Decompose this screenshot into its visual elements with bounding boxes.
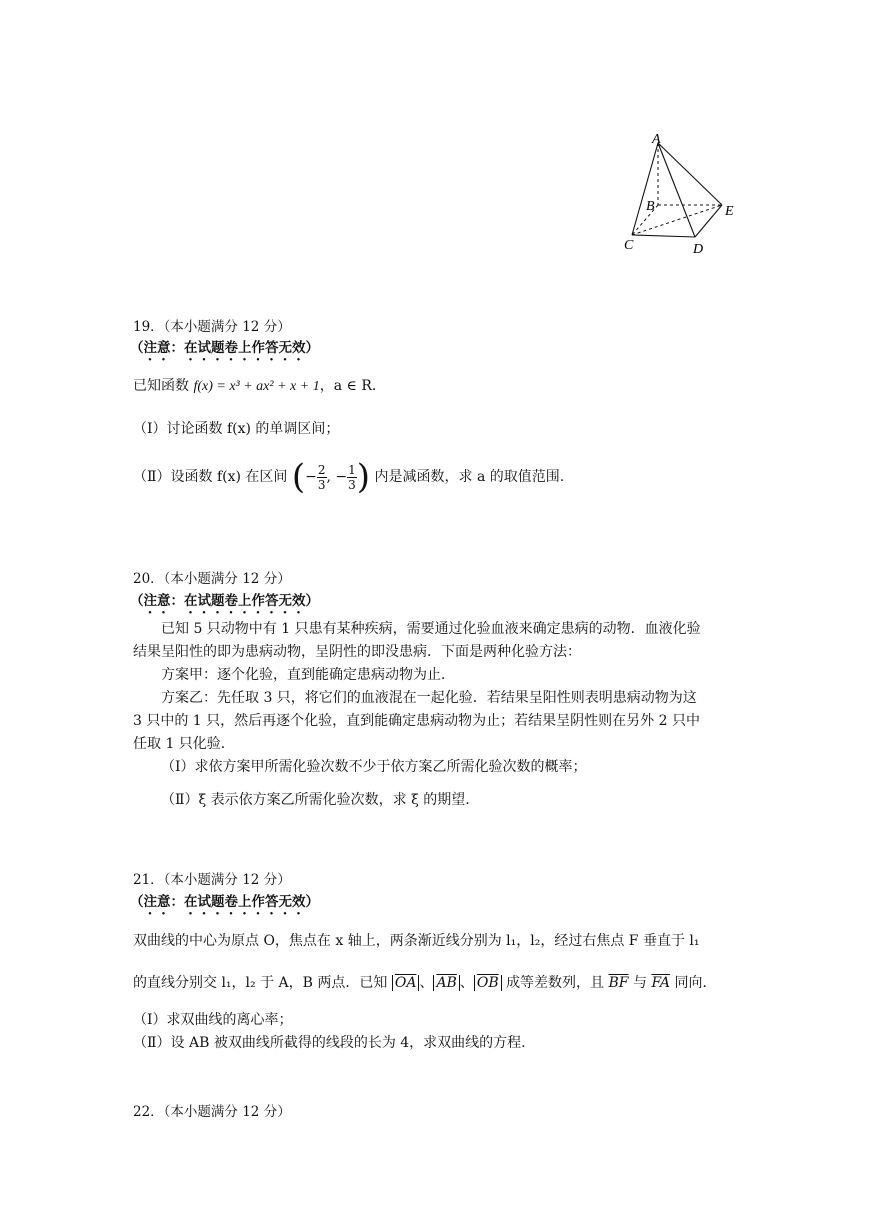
q19-fraction-2: $\frac{1}{3}$ (348, 462, 356, 492)
vertex-label-a: A (652, 132, 661, 147)
q22-header: 22．（本小题满分 12 分） (133, 1104, 291, 1120)
vector-ob-magnitude: $\overline{OB}$ (474, 975, 502, 991)
vector-oa-magnitude: $\overline{OA}$ (392, 975, 420, 991)
q21-line-2: 的直线分别交 l₁，l₂ 于 A，B 两点．已知 $\overline{OA}$ 、 $\overline{AB}$ 、 $\overline{OB}$ 成等差数列，且 $\overline{BF}$ 与 $\overline{FA}$ 同向． (133, 975, 717, 991)
q21-part1: （Ⅰ）求双曲线的离心率； (133, 1012, 293, 1028)
q20-part2: （Ⅱ）ξ 表示依方案乙所需化验次数，求 ξ 的期望. (161, 792, 470, 808)
q20-line-6: 任取 1 只化验． (133, 736, 235, 752)
q20-line-2: 结果呈阳性的即为患病动物，呈阴性的即没患病．下面是两种化验方法： (133, 644, 581, 660)
vertex-label-b: B (646, 199, 655, 214)
q19-header: 19．（本小题满分 12 分） (133, 319, 291, 335)
q20-line-3: 方案甲：逐个化验，直到能确定患病动物为止． (161, 667, 455, 683)
vector-ab-magnitude: $\overline{AB}$ (433, 975, 459, 991)
q21-header: 21．（本小题满分 12 分） (133, 872, 291, 888)
vertex-label-d: D (693, 242, 704, 257)
q21-notice-text: （注意：在试题卷上作答无效） (130, 894, 319, 910)
q20-header: 20．（本小题满分 12 分） (133, 571, 291, 587)
vertex-label-e: E (725, 204, 734, 219)
q20-part1: （Ⅰ）求依方案甲所需化验次数不少于依方案乙所需化验次数的概率； (161, 759, 587, 775)
q19-part2-prefix: （Ⅱ）设函数 f(x) 在区间 (133, 469, 288, 485)
q21-line-2-prefix: 的直线分别交 l₁，l₂ 于 A，B 两点．已知 (133, 975, 388, 991)
q20-line-1: 已知 5 只动物中有 1 只患有某种疾病，需要通过化验血液来确定患病的动物．血液化验 (161, 621, 701, 637)
q19-notice-text: （注意：在试题卷上作答无效） (130, 340, 319, 356)
q21-notice (130, 890, 319, 918)
q19-part1: （Ⅰ）讨论函数 f(x) 的单调区间； (133, 421, 340, 437)
q20-notice (130, 589, 319, 617)
vector-bf: $\overline{BF}$ (608, 975, 629, 991)
q19-part2: （Ⅱ）设函数 f(x) 在区间 (− $\frac{2}{3}$ , − $\frac{1}{3}$ ) 内是减函数，求 a 的取值范围. (133, 457, 565, 497)
vertex-label-c: C (624, 238, 634, 253)
pyramid-figure (610, 125, 750, 260)
q21-part2: （Ⅱ）设 AB 被双曲线所截得的线段的长为 4，求双曲线的方程. (133, 1035, 526, 1051)
q21-line-1: 双曲线的中心为原点 O，焦点在 x 轴上，两条渐近线分别为 l₁，l₂，经过右焦点 F 垂直于 l₁ (133, 933, 700, 949)
q20-notice-text: （注意：在试题卷上作答无效） (130, 593, 319, 609)
vector-fa: $\overline{FA}$ (651, 975, 671, 991)
q19-stem-formula: f(x) = x³ + ax² + x + 1 (193, 379, 320, 394)
q19-notice (130, 336, 319, 364)
q21-line-2-mid: 成等差数列，且 (506, 975, 605, 991)
q21-line-2-with: 与 (632, 975, 647, 991)
q20-line-4: 方案乙：先任取 3 只，将它们的血液混在一起化验．若结果呈阳性则表明患病动物为这 (161, 690, 697, 706)
q19-stem-prefix: 已知函数 (133, 378, 189, 394)
q20-line-5: 3 只中的 1 只，然后再逐个化验，直到能确定患病动物为止；若结果呈阴性则在另外 2 只中 (133, 713, 700, 729)
q19-fraction-1: $\frac{2}{3}$ (317, 462, 326, 492)
q19-stem (133, 375, 386, 395)
q19-part2-suffix: 内是减函数，求 a 的取值范围. (374, 469, 565, 485)
q19-stem-suffix: ，a ∈ R． (319, 378, 386, 394)
q21-line-2-suffix: 同向． (674, 975, 717, 991)
